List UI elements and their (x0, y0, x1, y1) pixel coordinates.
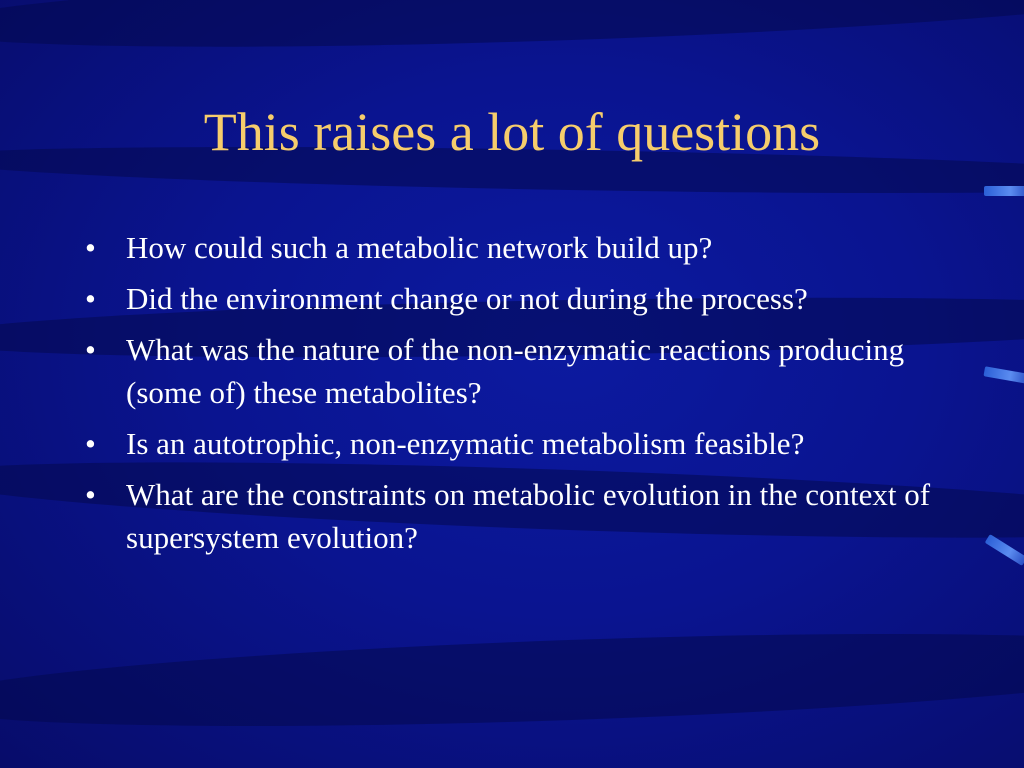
bullet-item (85, 473, 955, 559)
bullet-item (85, 277, 955, 320)
bullet-text: How could such a metabolic network build up? (126, 230, 713, 265)
bullet-text: What are the constraints on metabolic evolution in the context of supersystem evolution? (126, 477, 931, 555)
bullet-marker: • (85, 230, 96, 265)
bullet-text: Is an autotrophic, non-enzymatic metabolism feasible? (126, 426, 805, 461)
slide-title: This raises a lot of questions (203, 102, 821, 162)
background-stripe (0, 0, 1024, 63)
bullet-marker: • (85, 426, 96, 461)
bullet-text: Did the environment change or not during the process? (126, 281, 808, 316)
bullet-marker: • (85, 477, 96, 512)
bullet-marker: • (85, 332, 96, 367)
bullet-item (85, 328, 955, 414)
bullet-text: What was the nature of the non-enzymatic reactions producing (some of) these metabolites? (126, 332, 905, 410)
bullet-marker: • (85, 281, 96, 316)
edge-accent (983, 366, 1024, 383)
bullet-list (85, 226, 955, 567)
edge-accent (984, 186, 1024, 196)
bullet-item (85, 422, 955, 465)
bullet-item (85, 226, 955, 269)
background-stripe (0, 617, 1024, 742)
edge-accent (985, 534, 1024, 566)
